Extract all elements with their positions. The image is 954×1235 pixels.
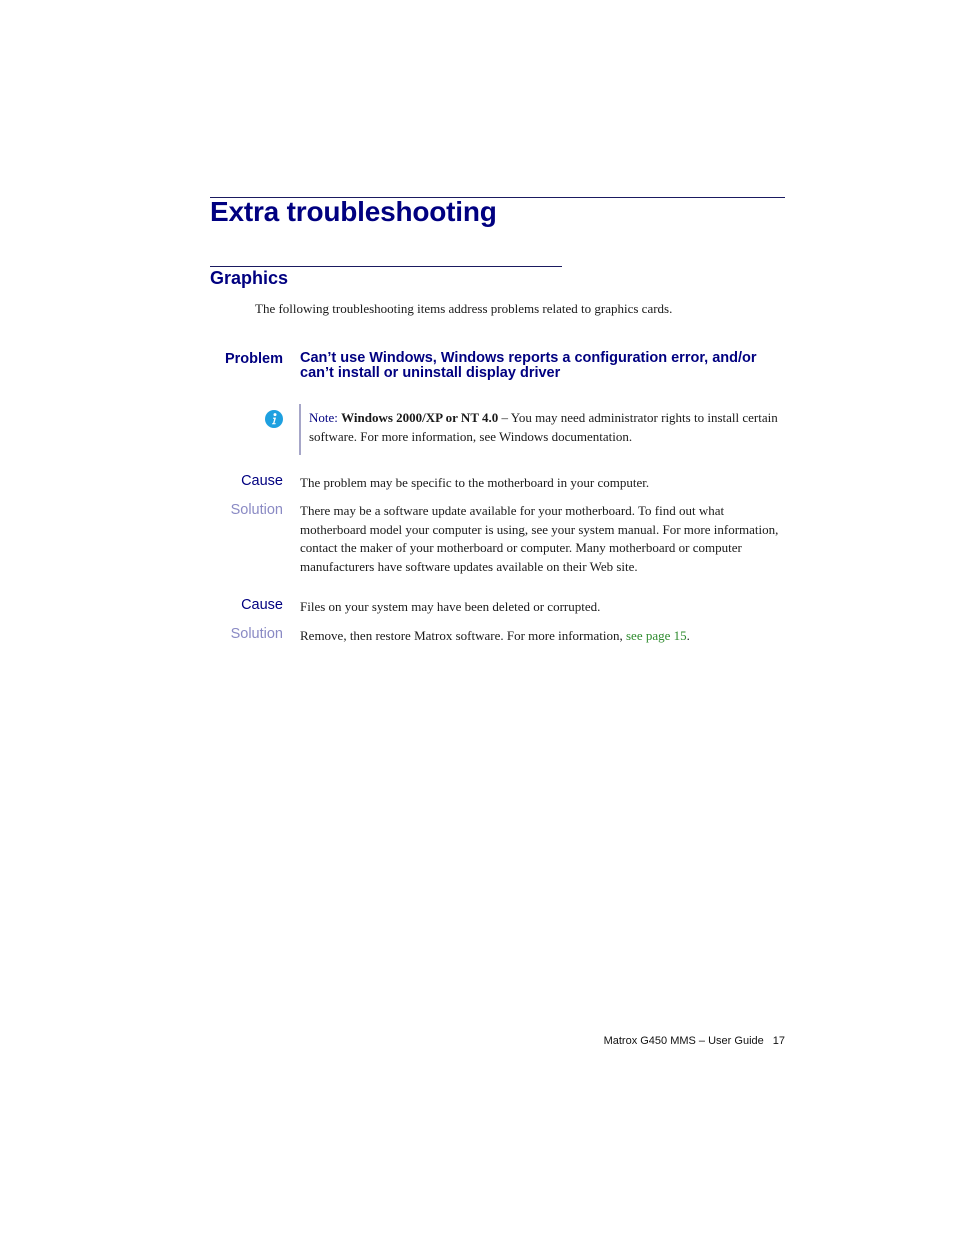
solution-label-1: Solution bbox=[230, 502, 283, 518]
solution-label-2: Solution bbox=[230, 626, 283, 642]
solution-text-1: There may be a software update available for your motherboard. To find out what motherboard model your computer is using, see your system manual. For more information, contact the maker of your motherboard or computer. Many motherboard or computer manufacturers have software updates available on their Web site. bbox=[300, 503, 779, 575]
note-label: Note: bbox=[309, 410, 338, 425]
info-icon bbox=[265, 410, 283, 428]
solution-text-2-end: . bbox=[686, 628, 690, 643]
page-footer bbox=[604, 1035, 785, 1047]
cause-text-2: Files on your system may have been deleted or corrupted. bbox=[300, 599, 601, 614]
note-text bbox=[309, 408, 787, 446]
cause-label-1: Cause bbox=[241, 473, 283, 489]
note-bar bbox=[299, 404, 301, 455]
problem-label: Problem bbox=[224, 351, 283, 367]
page-number: 17 bbox=[772, 1035, 785, 1047]
page-title: Extra troubleshooting bbox=[210, 196, 497, 227]
note-body: – You may need administrator rights to install certain software. For more information, see Windows documentation. bbox=[309, 410, 778, 444]
problem-text: Can’t use Windows, Windows reports a configuration error, and/or can’t install or uninstall display driver bbox=[300, 350, 757, 381]
see-page-link[interactable]: see page 15 bbox=[626, 628, 687, 643]
cause-text-1: The problem may be specific to the motherboard in your computer. bbox=[300, 475, 650, 490]
footer-doc-title: Matrox G450 MMS – User Guide bbox=[603, 1035, 764, 1047]
section-heading: Graphics bbox=[210, 268, 289, 288]
cause-label-2: Cause bbox=[241, 597, 283, 613]
section-rule bbox=[210, 266, 562, 267]
note-emphasis: Windows 2000/XP or NT 4.0 bbox=[341, 410, 499, 425]
solution-text-2-body: Remove, then restore Matrox software. For more information, bbox=[300, 628, 626, 643]
solution-text-2 bbox=[300, 627, 788, 646]
section-intro: The following troubleshooting items address problems related to graphics cards. bbox=[255, 301, 673, 316]
